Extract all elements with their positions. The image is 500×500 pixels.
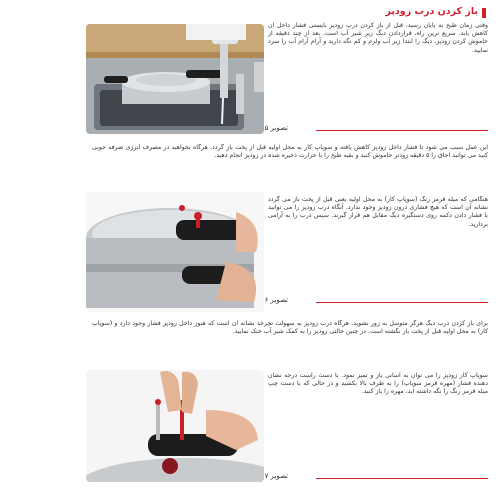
caption-5-rule bbox=[316, 130, 488, 131]
caption-figure-5: تصویر ۵ bbox=[264, 124, 288, 132]
caption-figure-6: تصویر ۶ bbox=[264, 296, 288, 304]
page-title: باز کردن درب زودپز bbox=[385, 6, 478, 17]
section-6-text: هنگامی که میله قرمز رنگ (سوپاپ کار) به محل اولیه یعنی قبل از پخت باز می گردد نشانه آن است که هیچ فشاری درون زودپز وجود ندارد. آنگاه درب زودپز را می توانید با فشار دادن دکمه روی دستگیره دیگ مقابل هم قرار گیرند. سپس درب را به آرامی بردارید. bbox=[268, 196, 488, 228]
photo-valve-removal bbox=[86, 370, 264, 482]
caption-6-rule bbox=[316, 302, 488, 303]
section-5b-text: این عمل سبب می شود تا فشار داخل زودپز کاهش یافته و سوپاپ کار به محل اولیه قبل از پخت باز گردد. هرگاه بخواهید در مصرف انرژی صرفه جویی کنید می توانید اجاق را ۵ دقیقه زودتر خاموش کنید و بقیه طبخ را با حرارت ذخیره شده در زودپز انجام دهید. bbox=[92, 144, 488, 160]
photo-pressure-cooker-under-tap bbox=[86, 24, 264, 134]
section-6b-text: برای باز کردن درب دیگ هرگز متوسل به زور نشوید. هرگاه درب زودپز به سهولت نچرخد نشانه آن است که هنوز داخل زودپز فشار وجود دارد و (سوپاپ کار) به محل اولیه قبل از پخت باز نگشته است. در چنین حالتی زودپز را به کمک شیر آب خنک نمایید. bbox=[92, 320, 488, 336]
photo-lid-opening bbox=[86, 192, 264, 312]
caption-figure-7: تصویر ۷ bbox=[264, 472, 288, 480]
section-5-text: وقتی زمان طبخ به پایان رسید، قبل از باز کردن درب زودپز بایستی فشار داخل آن کاهش یابد. سریع ترین راه، قراردادن دیگ زیر شیر آب است. بعد از چند دقیقه از خاموش کردن زودپز، دیگ را ابتدا زیر آب ولرم و کم نگه دارید و آرام آرام آب را سرد نمایید. bbox=[268, 22, 488, 54]
section-7-text: سوپاپ کار زودپز را می توان به آسانی باز و تمیز نمود. با دست راست درجه نشان دهنده فشار (مهره قرمز سوپاپ) را به طرف بالا بکشید و در حالی که با دست چپ میله قرمز رنگ را نگه داشته اید، مهره را باز کنید. bbox=[268, 372, 488, 396]
title-accent-bar bbox=[482, 8, 486, 18]
caption-7-rule bbox=[316, 478, 488, 479]
